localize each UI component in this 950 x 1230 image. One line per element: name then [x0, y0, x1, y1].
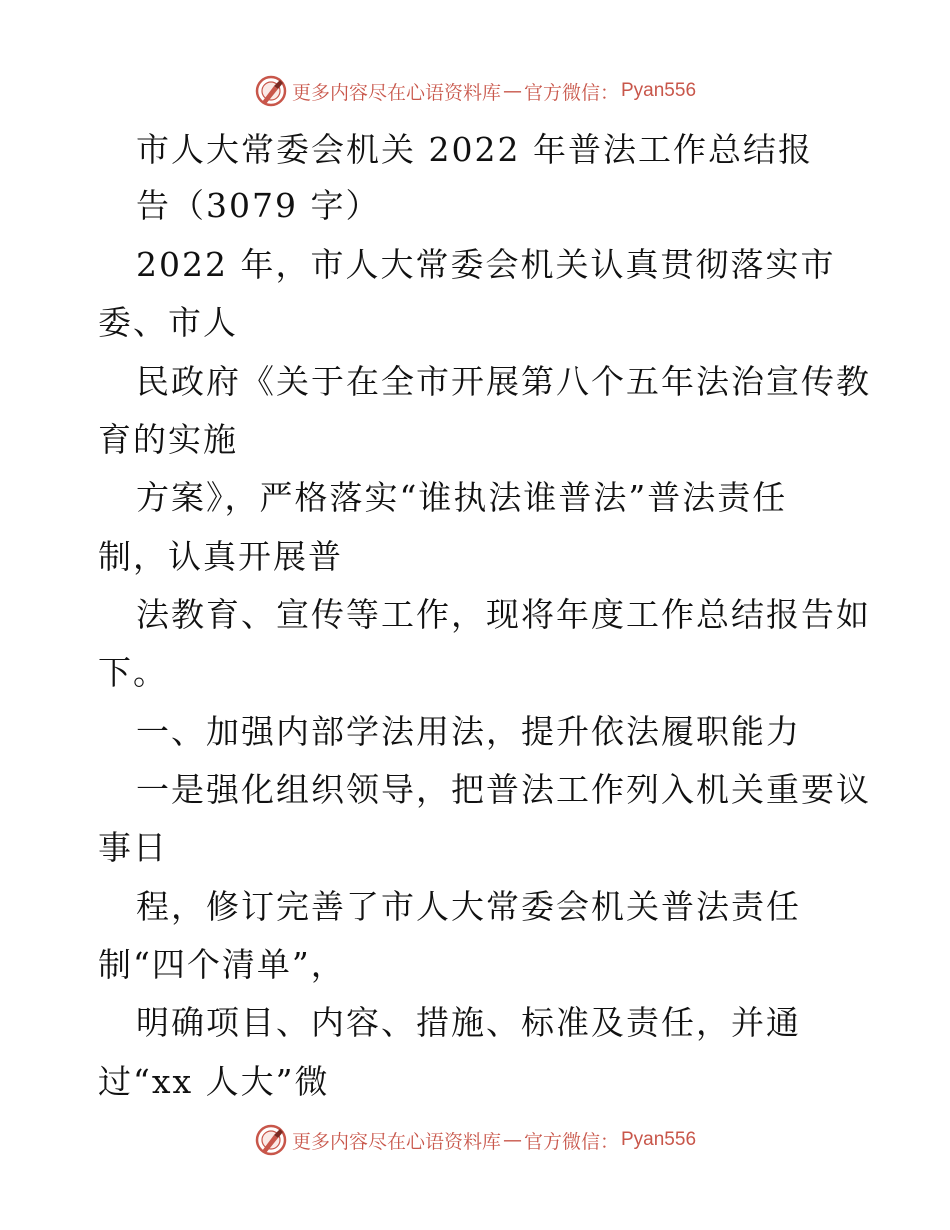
doc-text-line: 育的实施 [98, 420, 238, 459]
doc-text-line: 2022 年，市人大常委会机关认真贯彻落实市 [136, 245, 836, 284]
section-heading: 一、加强内部学法用法，提升依法履职能力 [136, 712, 801, 751]
watermark-site-text: 更多内容尽在心语资料库 [291, 81, 501, 104]
doc-text-line: 制，认真开展普 [98, 537, 343, 576]
doc-text-line: 程，修订完善了市人大常委会机关普法责任 [136, 887, 801, 926]
doc-text-line: 一是强化组织领导，把普法工作列入机关重要议 [136, 770, 871, 809]
pen-logo-icon [254, 1123, 288, 1157]
watermark-wechat-id: Pyan556 [621, 80, 697, 101]
doc-text-line: 委、市人 [98, 303, 238, 342]
doc-title-line-2: 告（3079 字） [136, 186, 381, 225]
doc-text-line: 过“xx 人大”微 [98, 1062, 330, 1101]
watermark-separator: — [502, 80, 522, 102]
watermark-banner-top [0, 71, 950, 111]
doc-text-line: 制“四个清单”， [98, 945, 346, 984]
doc-text-line: 民政府《关于在全市开展第八个五年法治宣传教 [136, 362, 871, 401]
watermark-separator: — [502, 1129, 522, 1151]
doc-text-line: 事日 [98, 828, 168, 867]
watermark-wechat-label: 官方微信： [523, 81, 619, 104]
doc-title-line-1: 市人大常委会机关 2022 年普法工作总结报 [136, 130, 813, 169]
watermark-site-text: 更多内容尽在心语资料库 [291, 1130, 501, 1153]
watermark-wechat-label: 官方微信： [523, 1130, 619, 1153]
pen-logo-icon [254, 74, 288, 108]
doc-text-line: 明确项目、内容、措施、标准及责任，并通 [136, 1003, 801, 1042]
doc-text-line: 法教育、宣传等工作，现将年度工作总结报告如 [136, 595, 871, 634]
watermark-wechat-id: Pyan556 [621, 1129, 697, 1150]
doc-text-line: 方案》，严格落实“谁执法谁普法”普法责任 [136, 478, 788, 517]
watermark-banner-bottom [0, 1120, 950, 1160]
doc-text-line: 下。 [98, 653, 168, 692]
